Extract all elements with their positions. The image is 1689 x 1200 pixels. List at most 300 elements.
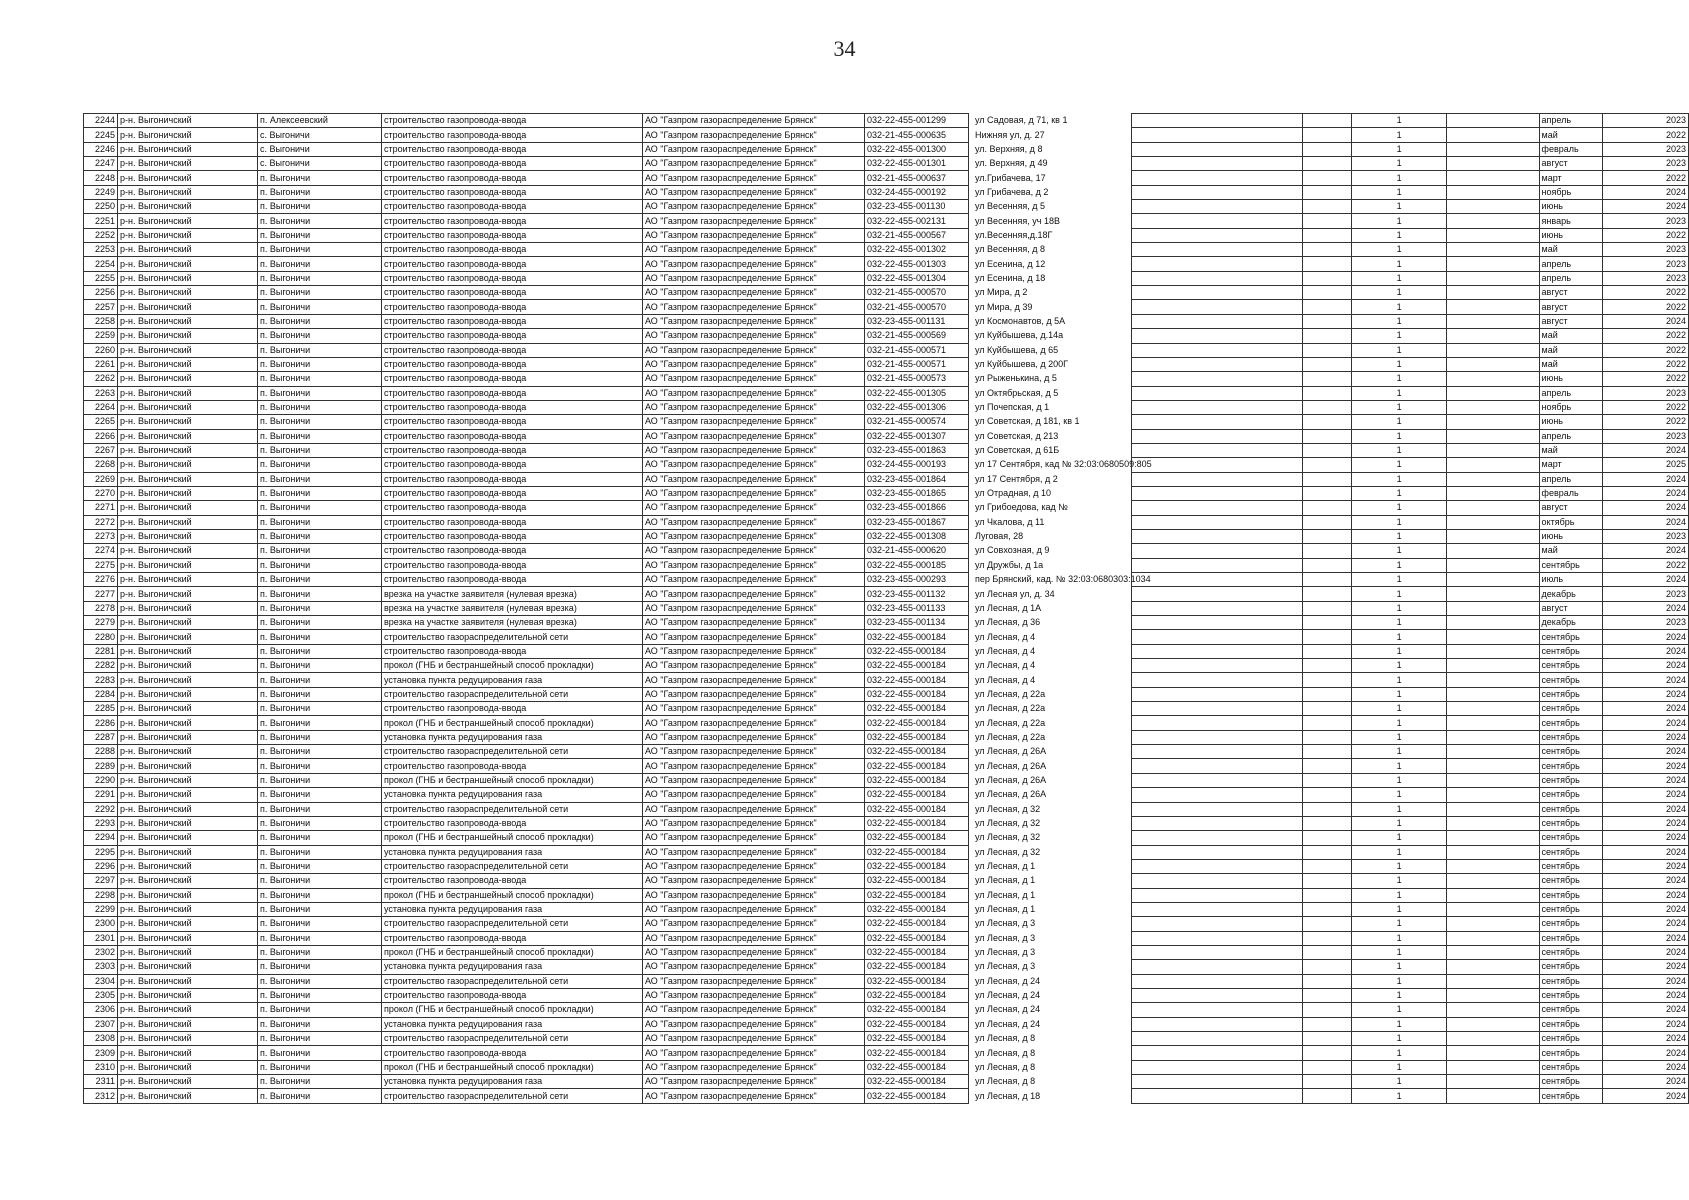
locality-cell: п. Выгоничи [258,601,382,615]
table-row [1132,429,1689,443]
address-cell: ул Лесная, д 1А [975,602,1042,613]
work-type-cell: прокол (ГНБ и бестраншейный способ прокладки) [382,1060,643,1074]
request-code-cell: 032-22-455-000184 [865,1046,969,1060]
empty-cell [1302,644,1351,658]
empty-cell [1302,673,1351,687]
month-cell: декабрь [1539,587,1603,601]
locality-cell: п. Выгоничи [258,257,382,271]
empty-cell [1447,759,1539,773]
empty-cell [1447,773,1539,787]
quantity-cell: 1 [1351,228,1446,242]
empty-cell [1447,486,1539,500]
table-row [1132,271,1689,285]
table-row [1132,616,1689,630]
locality-cell: п. Выгоничи [258,228,382,242]
address-cell: ул Грибачева, д 2 [975,186,1049,197]
table-row [1132,587,1689,601]
address-cell: ул Почепская, д 1 [975,402,1050,413]
address-cell: ул Куйбышева, д 65 [975,344,1059,355]
work-type-cell: строительство газораспределительной сети [382,802,643,816]
empty-cell [1302,1003,1351,1017]
table-row [84,1017,1165,1031]
work-type-cell: строительство газопровода-ввода [382,300,643,314]
year-cell: 2025 [1603,458,1689,472]
month-cell: май [1539,343,1603,357]
year-cell: 2023 [1603,257,1689,271]
table-row [1132,1032,1689,1046]
month-cell: апрель [1539,271,1603,285]
row-number: 2292 [84,802,118,816]
district-cell: р-н. Выгоничский [118,271,258,285]
month-cell: июль [1539,573,1603,587]
address-cell: ул Советская, д 181, кв 1 [975,416,1080,427]
locality-cell: п. Выгоничи [258,573,382,587]
quantity-cell: 1 [1351,372,1446,386]
district-cell: р-н. Выгоничский [118,228,258,242]
year-cell: 2024 [1603,745,1689,759]
address-cell: ул Лесная, д 4 [975,674,1036,685]
district-cell: р-н. Выгоничский [118,974,258,988]
table-row [1132,472,1689,486]
quantity-cell: 1 [1351,1046,1446,1060]
year-cell: 2024 [1603,788,1689,802]
row-number: 2279 [84,616,118,630]
table-row [1132,745,1689,759]
table-row [84,716,1165,730]
table-row [1132,644,1689,658]
year-cell: 2022 [1603,286,1689,300]
address-cell: ул Дружбы, д 1а [975,559,1044,570]
table-row [1132,988,1689,1002]
empty-cell [1132,859,1303,873]
month-cell: апрель [1539,114,1603,128]
quantity-cell: 1 [1351,243,1446,257]
table-row [1132,501,1689,515]
empty-cell [1447,257,1539,271]
empty-cell [1132,114,1303,128]
empty-cell [1132,558,1303,572]
work-type-cell: строительство газопровода-ввода [382,314,643,328]
empty-cell [1132,329,1303,343]
locality-cell: с. Выгоничи [258,142,382,156]
empty-cell [1447,902,1539,916]
locality-cell: с. Выгоничи [258,128,382,142]
organization-cell: АО "Газпром газораспределение Брянск" [643,1060,865,1074]
address-cell: ул Лесная, д 24 [975,990,1041,1001]
organization-cell: АО "Газпром газораспределение Брянск" [643,730,865,744]
locality-cell: п. Выгоничи [258,300,382,314]
empty-cell [1302,314,1351,328]
row-number: 2309 [84,1046,118,1060]
quantity-cell: 1 [1351,630,1446,644]
table-row [1132,114,1689,128]
address-cell: ул Лесная, д 1 [975,889,1036,900]
month-cell: май [1539,357,1603,371]
table-row [1132,372,1689,386]
work-type-cell: строительство газопровода-ввода [382,759,643,773]
empty-cell [1132,630,1303,644]
table-row [84,1032,1165,1046]
empty-cell [1132,874,1303,888]
locality-cell: п. Выгоничи [258,472,382,486]
work-type-cell: строительство газопровода-ввода [382,443,643,457]
quantity-cell: 1 [1351,429,1446,443]
organization-cell: АО "Газпром газораспределение Брянск" [643,644,865,658]
request-code-cell: 032-22-455-000184 [865,1089,969,1103]
work-type-cell: строительство газопровода-ввода [382,114,643,128]
quantity-cell: 1 [1351,171,1446,185]
year-cell: 2024 [1603,831,1689,845]
district-cell: р-н. Выгоничский [118,702,258,716]
month-cell: сентябрь [1539,702,1603,716]
address-cell: ул Лесная, д 3 [975,932,1036,943]
row-number: 2262 [84,372,118,386]
district-cell: р-н. Выгоничский [118,257,258,271]
quantity-cell: 1 [1351,902,1446,916]
empty-cell [1132,1032,1303,1046]
empty-cell [1132,644,1303,658]
row-number: 2299 [84,902,118,916]
work-type-cell: установка пункта редуцирования газа [382,1017,643,1031]
address-cell: ул Лесная, д 24 [975,1004,1041,1015]
organization-cell: АО "Газпром газораспределение Брянск" [643,702,865,716]
year-cell: 2024 [1603,501,1689,515]
district-cell: р-н. Выгоничский [118,788,258,802]
quantity-cell: 1 [1351,200,1446,214]
empty-cell [1447,845,1539,859]
table-row [1132,573,1689,587]
locality-cell: п. Выгоничи [258,888,382,902]
organization-cell: АО "Газпром газораспределение Брянск" [643,472,865,486]
organization-cell: АО "Газпром газораспределение Брянск" [643,1089,865,1103]
empty-cell [1302,300,1351,314]
locality-cell: п. Выгоничи [258,1017,382,1031]
row-number: 2305 [84,988,118,1002]
quantity-cell: 1 [1351,357,1446,371]
quantity-cell: 1 [1351,845,1446,859]
empty-cell [1447,945,1539,959]
empty-cell [1132,917,1303,931]
table-row [84,243,1165,257]
district-cell: р-н. Выгоничский [118,960,258,974]
empty-cell [1447,544,1539,558]
empty-cell [1132,472,1303,486]
empty-cell [1132,816,1303,830]
table-row [84,988,1165,1002]
year-cell: 2024 [1603,1017,1689,1031]
request-code-cell: 032-21-455-000571 [865,343,969,357]
organization-cell: АО "Газпром газораспределение Брянск" [643,200,865,214]
address-cell: ул Лесная, д 32 [975,846,1041,857]
organization-cell: АО "Газпром газораспределение Брянск" [643,372,865,386]
year-cell: 2024 [1603,573,1689,587]
work-type-cell: строительство газопровода-ввода [382,171,643,185]
table-row [1132,816,1689,830]
row-number: 2273 [84,529,118,543]
empty-cell [1447,816,1539,830]
request-code-cell: 032-22-455-000184 [865,974,969,988]
empty-cell [1447,874,1539,888]
table-row [84,400,1165,414]
organization-cell: АО "Газпром газораспределение Брянск" [643,802,865,816]
organization-cell: АО "Газпром газораспределение Брянск" [643,974,865,988]
address-cell: ул Куйбышева, д 200Г [975,359,1069,370]
table-row [84,816,1165,830]
empty-cell [1447,960,1539,974]
work-type-cell: прокол (ГНБ и бестраншейный способ прокладки) [382,831,643,845]
quantity-cell: 1 [1351,659,1446,673]
locality-cell: п. Алексеевский [258,114,382,128]
year-cell: 2024 [1603,759,1689,773]
table-row [1132,1017,1689,1031]
locality-cell: п. Выгоничи [258,200,382,214]
empty-cell [1447,185,1539,199]
empty-cell [1447,974,1539,988]
quantity-cell: 1 [1351,386,1446,400]
empty-cell [1132,601,1303,615]
row-number: 2301 [84,931,118,945]
table-row [84,659,1165,673]
empty-cell [1132,458,1303,472]
empty-cell [1302,472,1351,486]
work-type-cell: строительство газопровода-ввода [382,228,643,242]
work-type-cell: строительство газопровода-ввода [382,257,643,271]
quantity-cell: 1 [1351,486,1446,500]
work-type-cell: строительство газораспределительной сети [382,859,643,873]
address-cell: ул Советская, д 213 [975,430,1059,441]
locality-cell: п. Выгоничи [258,501,382,515]
month-cell: сентябрь [1539,802,1603,816]
locality-cell: п. Выгоничи [258,587,382,601]
quantity-cell: 1 [1351,458,1446,472]
empty-cell [1132,931,1303,945]
month-cell: май [1539,544,1603,558]
work-type-cell: строительство газопровода-ввода [382,185,643,199]
table-row [1132,329,1689,343]
locality-cell: п. Выгоничи [258,1003,382,1017]
quantity-cell: 1 [1351,1003,1446,1017]
table-row [84,587,1165,601]
empty-cell [1302,458,1351,472]
quantity-cell: 1 [1351,214,1446,228]
district-cell: р-н. Выгоничский [118,157,258,171]
work-type-cell: строительство газораспределительной сети [382,630,643,644]
empty-cell [1302,1060,1351,1074]
district-cell: р-н. Выгоничский [118,415,258,429]
address-cell: ул Лесная, д 32 [975,832,1041,843]
organization-cell: АО "Газпром газораспределение Брянск" [643,945,865,959]
work-type-cell: строительство газопровода-ввода [382,429,643,443]
month-cell: сентябрь [1539,988,1603,1002]
year-cell: 2024 [1603,200,1689,214]
table-row [84,773,1165,787]
address-cell: ул Лесная, д 32 [975,803,1041,814]
row-number: 2245 [84,128,118,142]
table-row [84,601,1165,615]
month-cell: сентябрь [1539,1075,1603,1089]
month-cell: сентябрь [1539,831,1603,845]
month-cell: август [1539,501,1603,515]
district-cell: р-н. Выгоничский [118,214,258,228]
month-cell: сентябрь [1539,888,1603,902]
empty-cell [1447,573,1539,587]
empty-cell [1132,200,1303,214]
quantity-cell: 1 [1351,917,1446,931]
district-cell: р-н. Выгоничский [118,400,258,414]
empty-cell [1302,501,1351,515]
district-cell: р-н. Выгоничский [118,200,258,214]
district-cell: р-н. Выгоничский [118,945,258,959]
request-code-cell: 032-23-455-001866 [865,501,969,515]
organization-cell: АО "Газпром газораспределение Брянск" [643,142,865,156]
district-cell: р-н. Выгоничский [118,902,258,916]
month-cell: сентябрь [1539,716,1603,730]
address-cell: ул Советская, д 61Б [975,445,1060,456]
organization-cell: АО "Газпром газораспределение Брянск" [643,515,865,529]
empty-cell [1447,802,1539,816]
year-cell: 2024 [1603,687,1689,701]
table-row [84,386,1165,400]
empty-cell [1132,573,1303,587]
district-cell: р-н. Выгоничский [118,314,258,328]
empty-cell [1447,931,1539,945]
work-type-cell: строительство газораспределительной сети [382,917,643,931]
request-code-cell: 032-23-455-001130 [865,200,969,214]
month-cell: февраль [1539,486,1603,500]
row-number: 2286 [84,716,118,730]
empty-cell [1447,114,1539,128]
request-code-cell: 032-23-455-001867 [865,515,969,529]
address-cell: ул Лесная, д 4 [975,645,1036,656]
empty-cell [1132,759,1303,773]
year-cell: 2022 [1603,400,1689,414]
empty-cell [1302,745,1351,759]
quantity-cell: 1 [1351,601,1446,615]
quantity-cell: 1 [1351,472,1446,486]
table-row [1132,415,1689,429]
empty-cell [1132,1003,1303,1017]
empty-cell [1447,601,1539,615]
request-code-cell: 032-23-455-001863 [865,443,969,457]
district-cell: р-н. Выгоничский [118,171,258,185]
month-cell: сентябрь [1539,931,1603,945]
table-row [1132,515,1689,529]
month-cell: сентябрь [1539,1060,1603,1074]
district-cell: р-н. Выгоничский [118,730,258,744]
district-cell: р-н. Выгоничский [118,329,258,343]
table-row [84,529,1165,543]
table-row [84,128,1165,142]
month-cell: май [1539,128,1603,142]
empty-cell [1447,1003,1539,1017]
year-cell: 2024 [1603,859,1689,873]
month-cell: июнь [1539,200,1603,214]
organization-cell: АО "Газпром газораспределение Брянск" [643,931,865,945]
organization-cell: АО "Газпром газораспределение Брянск" [643,659,865,673]
empty-cell [1447,271,1539,285]
address-cell: ул Лесная, д 18 [975,1090,1041,1101]
quantity-cell: 1 [1351,529,1446,543]
empty-cell [1447,1046,1539,1060]
table-row [84,486,1165,500]
empty-cell [1302,931,1351,945]
organization-cell: АО "Газпром газораспределение Брянск" [643,343,865,357]
empty-cell [1302,859,1351,873]
request-code-cell: 032-21-455-000574 [865,415,969,429]
empty-cell [1447,372,1539,386]
row-number: 2300 [84,917,118,931]
organization-cell: АО "Газпром газораспределение Брянск" [643,185,865,199]
work-type-cell: установка пункта редуцирования газа [382,902,643,916]
table-row [1132,888,1689,902]
organization-cell: АО "Газпром газораспределение Брянск" [643,687,865,701]
row-number: 2274 [84,544,118,558]
quantity-cell: 1 [1351,702,1446,716]
empty-cell [1447,745,1539,759]
quantity-cell: 1 [1351,286,1446,300]
request-code-cell: 032-23-455-001134 [865,616,969,630]
district-cell: р-н. Выгоничский [118,859,258,873]
request-code-cell: 032-21-455-000573 [865,372,969,386]
district-cell: р-н. Выгоничский [118,1032,258,1046]
row-number: 2285 [84,702,118,716]
month-cell: сентябрь [1539,687,1603,701]
year-cell: 2023 [1603,616,1689,630]
table-row [1132,257,1689,271]
empty-cell [1302,888,1351,902]
row-number: 2296 [84,859,118,873]
work-type-cell: прокол (ГНБ и бестраншейный способ прокладки) [382,1003,643,1017]
month-cell: сентябрь [1539,945,1603,959]
empty-cell [1447,314,1539,328]
quantity-cell: 1 [1351,185,1446,199]
empty-cell [1132,1046,1303,1060]
table-row [84,114,1165,128]
address-cell: ул. Верхняя, д 49 [975,158,1048,169]
district-cell: р-н. Выгоничский [118,716,258,730]
quantity-cell: 1 [1351,974,1446,988]
locality-cell: п. Выгоничи [258,214,382,228]
address-cell: ул Лесная, д 3 [975,918,1036,929]
request-code-cell: 032-22-455-000184 [865,659,969,673]
organization-cell: АО "Газпром газораспределение Брянск" [643,228,865,242]
empty-cell [1132,415,1303,429]
request-code-cell: 032-22-455-000184 [865,945,969,959]
work-type-cell: установка пункта редуцирования газа [382,788,643,802]
row-number: 2267 [84,443,118,457]
request-code-cell: 032-22-455-001300 [865,142,969,156]
organization-cell: АО "Газпром газораспределение Брянск" [643,616,865,630]
empty-cell [1302,343,1351,357]
month-cell: май [1539,329,1603,343]
table-row [1132,917,1689,931]
quantity-cell: 1 [1351,816,1446,830]
table-row [1132,185,1689,199]
table-row [84,745,1165,759]
empty-cell [1447,687,1539,701]
year-cell: 2022 [1603,415,1689,429]
organization-cell: АО "Газпром газораспределение Брянск" [643,630,865,644]
table-row [1132,314,1689,328]
empty-cell [1447,386,1539,400]
request-code-cell: 032-22-455-000184 [865,874,969,888]
empty-cell [1447,1089,1539,1103]
row-number: 2255 [84,271,118,285]
month-cell: январь [1539,214,1603,228]
empty-cell [1447,343,1539,357]
row-number: 2247 [84,157,118,171]
request-code-cell: 032-22-455-001299 [865,114,969,128]
